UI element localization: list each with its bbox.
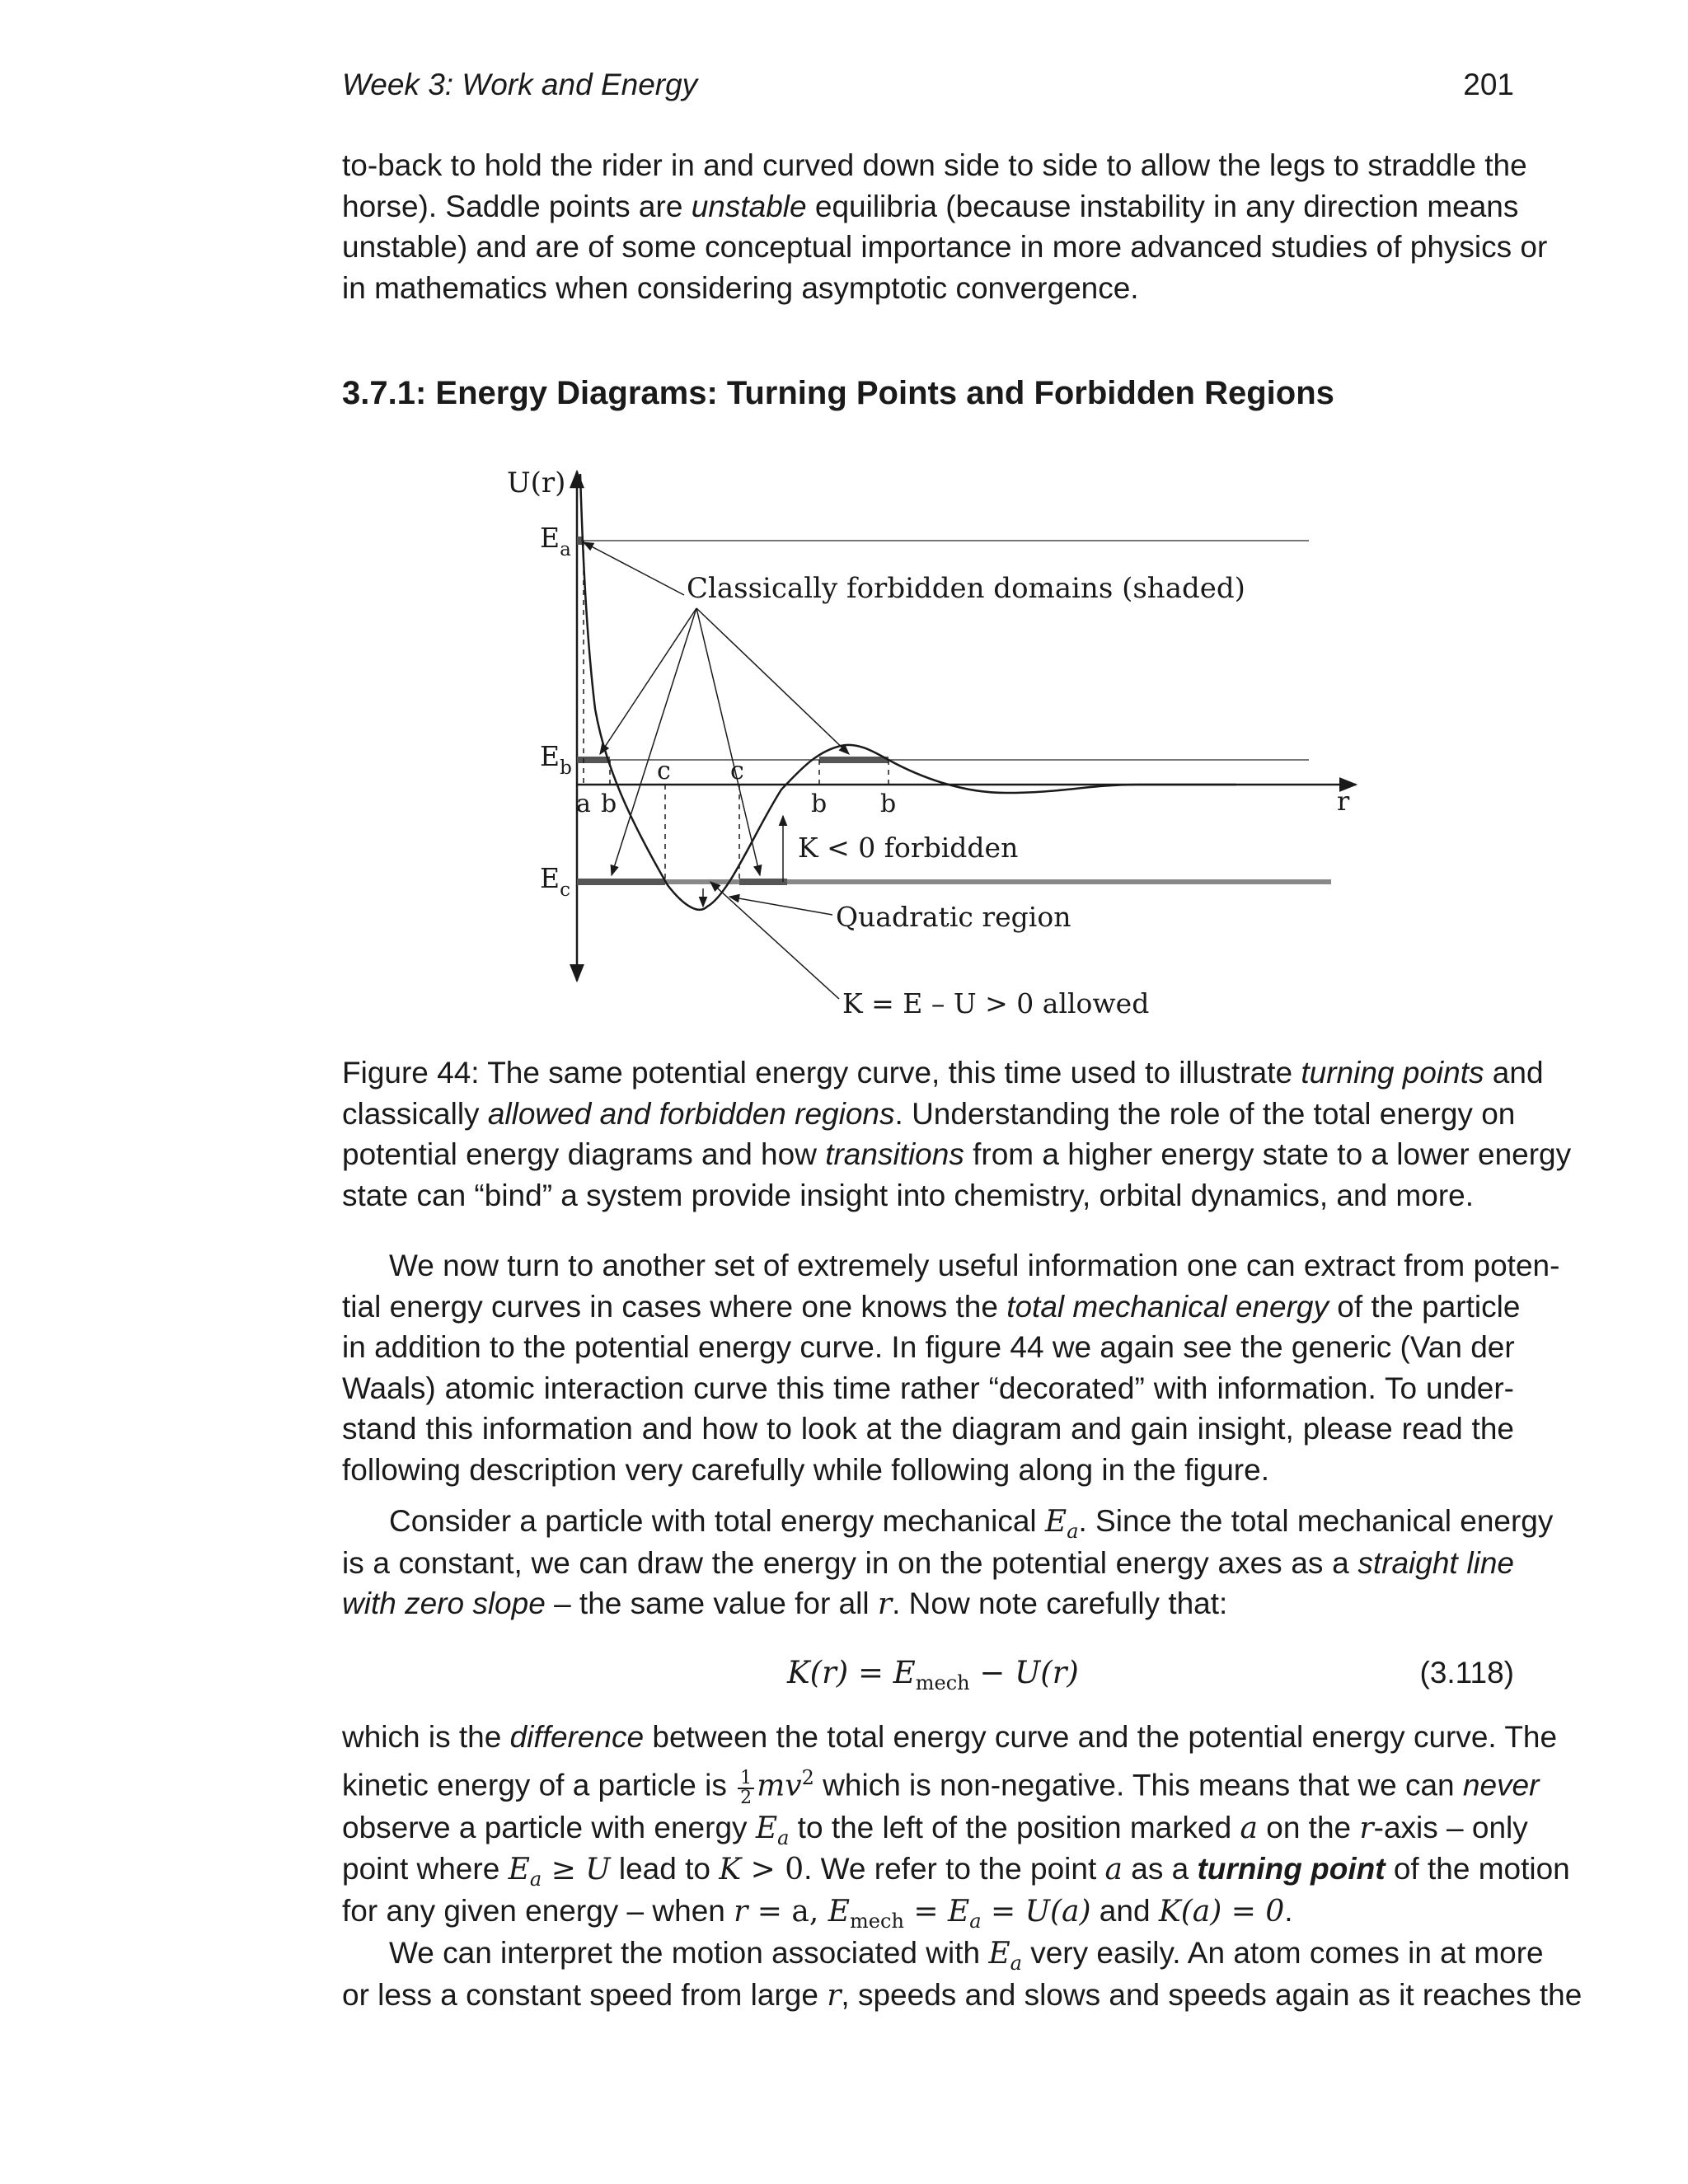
paragraph-3 — [342, 1717, 1570, 1933]
text-line: tial energy curves in cases where one knows the total mechanical energy of the particle — [342, 1289, 1521, 1324]
text-line: in mathematics when considering asymptotic convergence. — [342, 270, 1139, 305]
text-line: Figure 44: The same potential energy curve, this time used to illustrate turning points and — [342, 1056, 1544, 1090]
text-line: state can “bind” a system provide insight into chemistry, orbital dynamics, and more. — [342, 1178, 1475, 1212]
text-line: is a constant, we can draw the energy in on the potential energy axes as a straight line — [342, 1545, 1514, 1580]
energy-a-label: $E_a$ — [540, 522, 571, 560]
intro-paragraph — [342, 145, 1548, 308]
text-line: We can interpret the motion associated with $E_a$ very easily. An atom comes in at more — [389, 1936, 1544, 1975]
text-line: observe a particle with energy $E_a$ to the left of the position marked a on the r-axis – only — [342, 1810, 1528, 1849]
text-line: point where $E_a \ge U$ lead to K > 0. We refer to the point a as a turning point of the motion — [342, 1852, 1570, 1891]
text-line: horse). Saddle points are unstable equilibria (because instability in any direction means — [342, 189, 1519, 223]
point-b-label: b — [811, 790, 828, 818]
quadratic-region-annotation: Quadratic region — [836, 901, 1071, 933]
point-c-label: c — [657, 757, 671, 785]
point-b-label: b — [601, 790, 617, 818]
x-axis-label: r — [1337, 785, 1350, 817]
allowed-annotation: K = E – U > 0 allowed — [842, 987, 1150, 1019]
pointer-to-domain-b2 — [696, 608, 849, 754]
paragraph-2 — [342, 1501, 1554, 1625]
figure-caption — [342, 1052, 1572, 1216]
text-line: Waals) atomic interaction curve this time rather “decorated” with information. To under- — [342, 1371, 1514, 1405]
text-line: unstable) and are of some conceptual importance in more advanced studies of physics or — [342, 230, 1548, 264]
text-line: with zero slope – the same value for all r. Now note carefully that: — [342, 1586, 1228, 1621]
paragraph-1 — [342, 1245, 1560, 1490]
pointer-to-domain-c1 — [612, 608, 696, 875]
text-line: following description very carefully while following along in the figure. — [342, 1452, 1269, 1487]
text-line: for any given energy – when r = a, $E_{mech} = E_a = U(a)$ and K(a) = 0. — [342, 1893, 1293, 1933]
point-b-label: b — [880, 790, 897, 818]
pointer-to-domain-a — [584, 542, 684, 595]
text-line: Consider a particle with total energy mechanical $E_a$. Since the total mechanical energy — [389, 1504, 1554, 1543]
text-line: classically allowed and forbidden regions. Understanding the role of the total energy on — [342, 1096, 1516, 1131]
paragraph-4 — [342, 1933, 1582, 2016]
page-number: 201 — [1463, 68, 1514, 101]
text-line: or less a constant speed from large r, speeds and slows and speeds again as it reaches the — [342, 1977, 1582, 2013]
section-number: 3.7.1: — [342, 375, 427, 411]
text-line: potential energy diagrams and how transitions from a higher energy state to a lower energy — [342, 1137, 1572, 1171]
running-head — [342, 64, 1514, 105]
equation-number: (3.118) — [1419, 1656, 1514, 1690]
point-a-label: a — [576, 790, 591, 818]
energy-c-label: $E_c$ — [540, 862, 570, 901]
pointer-allowed — [710, 882, 839, 999]
chapter-title: Week 3: Work and Energy — [342, 68, 698, 101]
forbidden-domains-annotation: Classically forbidden domains (shaded) — [687, 572, 1245, 605]
text-line: We now turn to another set of extremely useful information one can extract from poten- — [389, 1249, 1560, 1282]
equation-body: $K(r) = E_{mech} - U(r)$ — [787, 1655, 1079, 1694]
text-line: which is the difference between the total energy curve and the potential energy curve. The — [342, 1720, 1558, 1754]
section-title: Energy Diagrams: Turning Points and Forbidden Regions — [435, 375, 1334, 411]
pointer-to-domain-c2 — [696, 608, 760, 875]
y-axis-label: U(r) — [507, 466, 566, 499]
text-line: in addition to the potential energy curve. In figure 44 we again see the generic (Van der — [342, 1330, 1515, 1364]
potential-curve — [580, 474, 1236, 910]
point-c-label: c — [730, 757, 744, 785]
text-line: stand this information and how to look at the diagram and gain insight, please read the — [342, 1412, 1514, 1446]
pointer-to-domain-b1 — [600, 608, 696, 754]
pointer-quadratic — [729, 897, 832, 915]
section-heading — [342, 373, 1514, 414]
text-line: kinetic energy of a particle is $\frac{1}{2}$ $mv^2$ which is non-negative. This means that we can never — [342, 1765, 1540, 1808]
equation-3-118 — [342, 1650, 1514, 1696]
text-line: to-back to hold the rider in and curved down side to side to allow the legs to straddle the — [342, 148, 1527, 182]
energy-b-label: $E_b$ — [540, 740, 572, 779]
math-E-a: $E_a$ — [1044, 1505, 1079, 1543]
fraction-one-half: $\frac{1}{2}$ — [738, 1769, 754, 1807]
k-negative-annotation: K < 0 forbidden — [798, 832, 1019, 864]
